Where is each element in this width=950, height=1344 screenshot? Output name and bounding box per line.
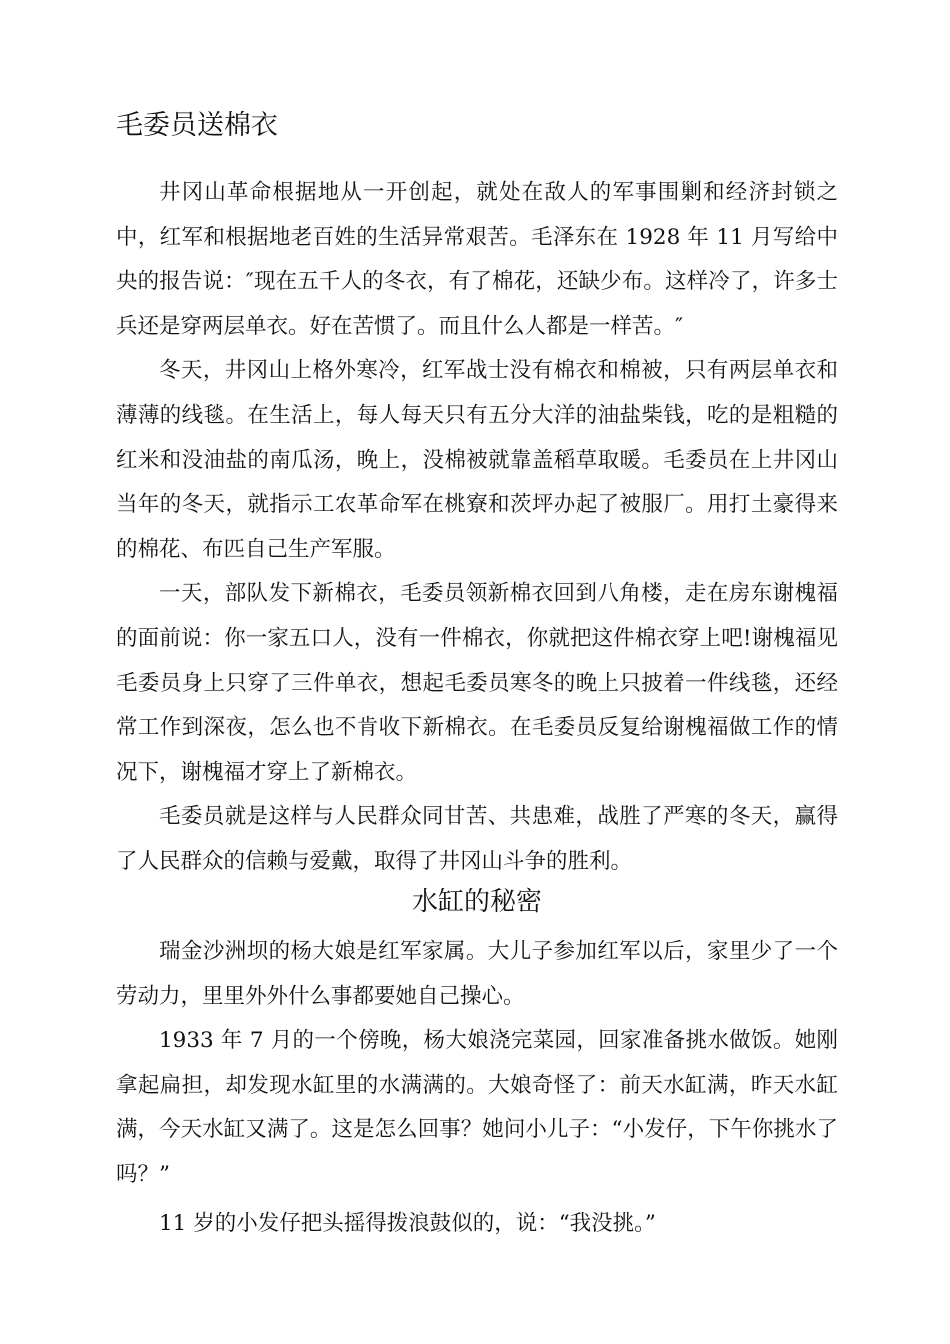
story1-paragraph-1: 井冈山革命根据地从一开创起，就处在敌人的军事围剿和经济封锁之中，红军和根据地老百姓的生活异常艰苦。毛泽东在 1928 年 11 月写给中央的报告说：″现在五千人的冬衣，有了棉花，还缺少布。这样冷了，许多士兵还是穿两层单衣。好在苦惯了。而且什么人都是一样苦。″: [116, 180, 838, 339]
story2-body: [116, 930, 838, 1198]
story2-paragraph-2: 1933 年 7 月的一个傍晚，杨大娘浇完菜园，回家准备挑水做饭。她刚拿起扁担，却发现水缸里的水满满的。大娘奇怪了：前天水缸满，昨天水缸满，今天水缸又满了。这是怎么回事？她问小儿子：“小发仔，下午你挑水了吗？”: [116, 1028, 838, 1187]
story1-paragraph-3: 一天，部队发下新棉衣，毛委员领新棉衣回到八角楼，走在房东谢槐福的面前说：你一家五口人，没有一件棉衣，你就把这件棉衣穿上吧!谢槐福见毛委员身上只穿了三件单衣，想起毛委员寒冬的晚上只披着一件线毯，还经常工作到深夜，怎么也不肯收下新棉衣。在毛委员反复给谢槐福做工作的情况下，谢槐福才穿上了新棉衣。: [116, 581, 838, 785]
story1-paragraph-2: 冬天，井冈山上格外寒冷，红军战士没有棉衣和棉被，只有两层单衣和薄薄的线毯。在生活上，每人每天只有五分大洋的油盐柴钱，吃的是粗糙的红米和没油盐的南瓜汤，晚上，没棉被就靠盖稻草取暖。毛委员在上井冈山当年的冬天，就指示工农革命军在桃寮和茨坪办起了被服厂。用打土豪得来的棉花、布匹自己生产军服。: [116, 358, 838, 562]
story2-paragraph-1: 瑞金沙洲坝的杨大娘是红军家属。大儿子参加红军以后，家里少了一个劳动力，里里外外什么事都要她自己操心。: [116, 939, 838, 1009]
story2-paragraph-3: 11 岁的小发仔把头摇得拨浪鼓似的，说：“我没挑。”: [159, 1211, 656, 1236]
story1-paragraph-4: 毛委员就是这样与人民群众同甘苦、共患难，战胜了严寒的冬天，赢得了人民群众的信赖与爱戴，取得了井冈山斗争的胜利。: [116, 804, 838, 874]
story1-body: [116, 171, 838, 885]
story-title-water-vat-secret: 水缸的秘密: [411, 887, 542, 917]
story-title-mao-cotton-coat: 毛委员送棉衣: [116, 110, 278, 141]
